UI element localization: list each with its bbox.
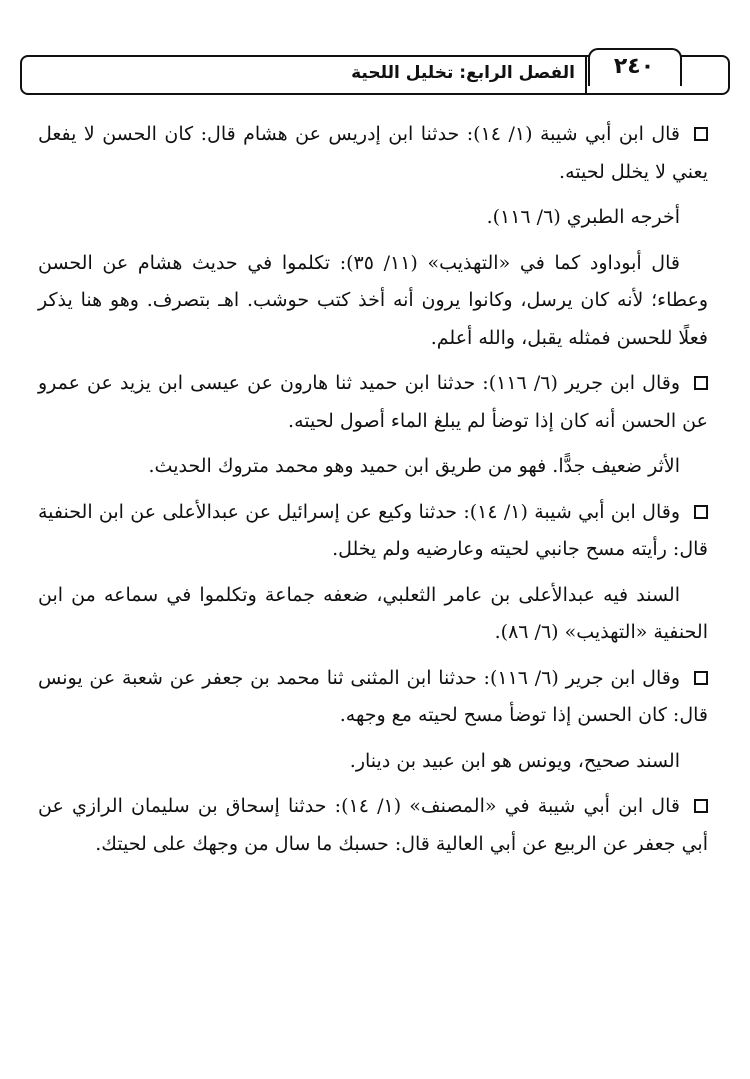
commentary-paragraph [38, 199, 708, 237]
hadith-paragraph [38, 116, 708, 191]
paragraph-text: وقال ابن جرير (٦/ ١١٦): حدثنا ابن حميد ثنا هارون عن عيسى ابن يزيد عن عمرو عن الحسن أنه كان إذا توضأ لم يبلغ الماء أصول لحيته. [38, 372, 708, 432]
header-divider [585, 55, 587, 95]
commentary-paragraph [38, 743, 708, 781]
commentary-paragraph [38, 577, 708, 652]
paragraph-text: قال ابن أبي شيبة (١/ ١٤): حدثنا ابن إدريس عن هشام قال: كان الحسن لا يفعل يعني لا يخلل لحيته. [38, 123, 708, 183]
checkbox-marker-icon [694, 505, 708, 519]
checkbox-marker-icon [694, 799, 708, 813]
page-body [38, 108, 708, 863]
hadith-paragraph [38, 788, 708, 863]
paragraph-text: السند صحيح، ويونس هو ابن عبيد بن دينار. [349, 749, 680, 772]
paragraph-text: أخرجه الطبري (٦/ ١١٦). [486, 206, 680, 228]
checkbox-marker-icon [694, 127, 708, 141]
commentary-paragraph [38, 448, 708, 486]
chapter-title: الفصل الرابع: تخليل اللحية [351, 63, 575, 83]
hadith-paragraph [38, 365, 708, 440]
commentary-paragraph [38, 245, 708, 358]
paragraph-text: السند فيه عبدالأعلى بن عامر الثعلبي، ضعفه جماعة وتكلموا في سماعه من ابن الحنفية «التهذيب» (٦/ ٨٦). [38, 583, 708, 643]
hadith-paragraph [38, 494, 708, 569]
checkbox-marker-icon [694, 671, 708, 685]
hadith-paragraph [38, 660, 708, 735]
paragraph-text: وقال ابن جرير (٦/ ١١٦): حدثنا ابن المثنى ثنا محمد بن جعفر عن شعبة عن يونس قال: كان الحسن إذا توضأ مسح لحيته مع وجهه. [38, 666, 708, 726]
paragraph-text: وقال ابن أبي شيبة (١/ ١٤): حدثنا وكيع عن إسرائيل عن عبدالأعلى عن ابن الحنفية قال: رأيته مسح جانبي لحيته وعارضيه ولم يخلل. [38, 500, 708, 560]
paragraph-text: قال أبوداود كما في «التهذيب» (١١/ ٣٥): تكلموا في حديث هشام عن الحسن وعطاء؛ لأنه كان يرسل، وكانوا يرون أنه أخذ كتب حوشب. اهـ بتصرف. وهو هنا يذكر فعلًا للحسن فمثله يقبل، والله أعلم. [38, 251, 708, 349]
checkbox-marker-icon [694, 376, 708, 390]
page-number: ٢٤٠ [613, 54, 655, 79]
paragraph-text: قال ابن أبي شيبة في «المصنف» (١/ ١٤): حدثنا إسحاق بن سليمان الرازي عن أبي جعفر عن الربيع عن أبي العالية قال: حسبك ما سال من وجهك على لحيتك. [38, 795, 708, 855]
paragraph-text: الأثر ضعيف جدًّا. فهو من طريق ابن حميد وهو محمد متروك الحديث. [148, 455, 680, 477]
